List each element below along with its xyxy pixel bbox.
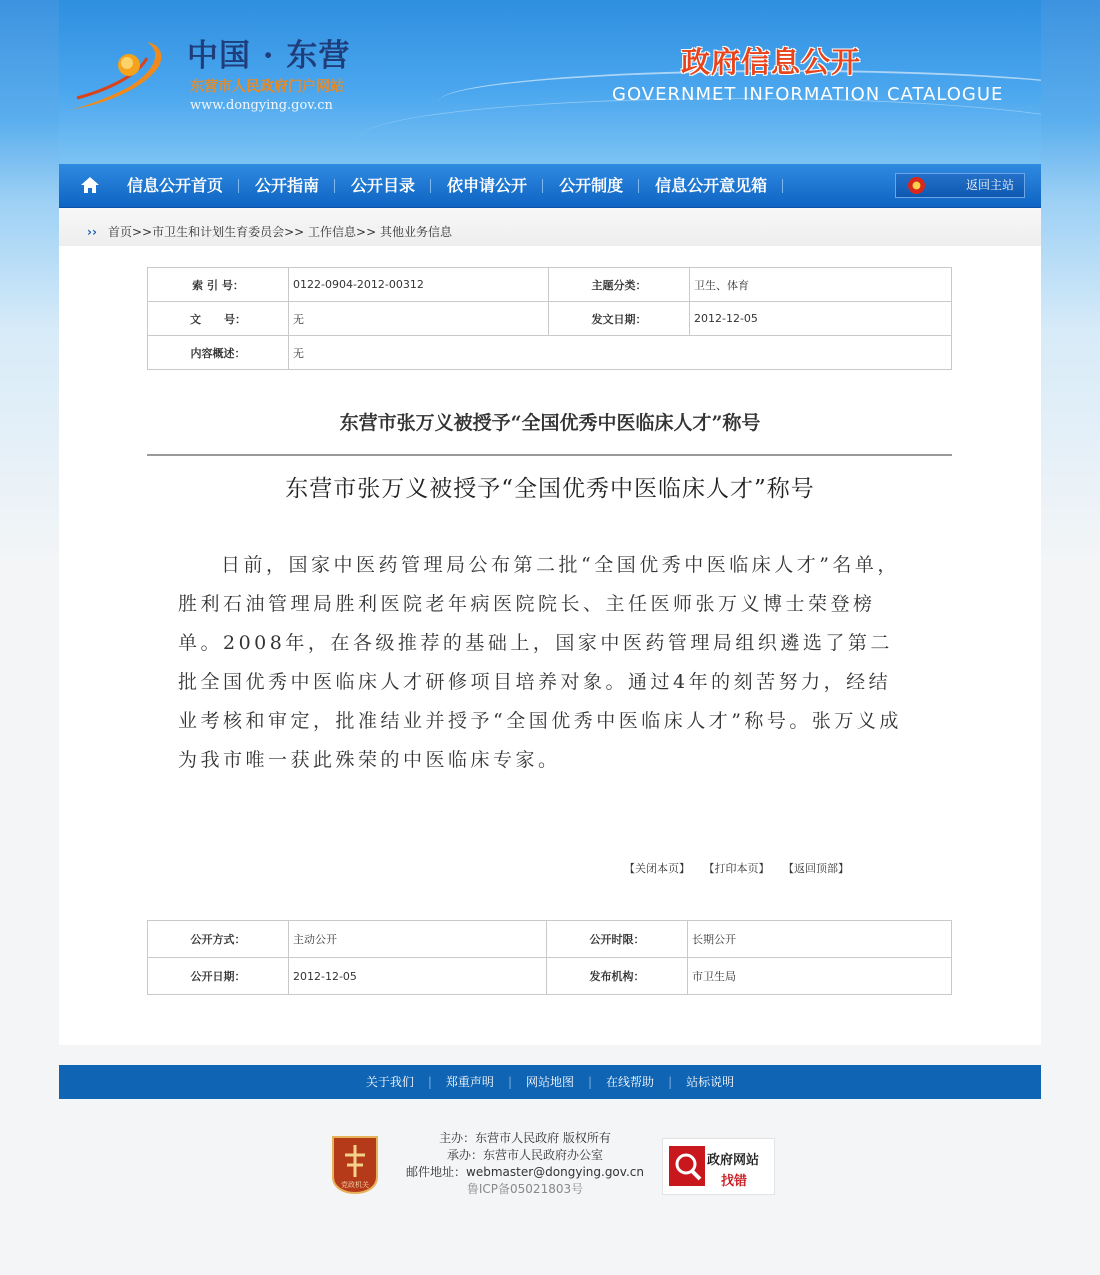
meta-value: 2012-12-05 — [289, 958, 547, 995]
separator: | — [427, 1075, 432, 1089]
footer-link-about[interactable]: 关于我们 — [365, 1075, 414, 1089]
article-heading: 东营市张万义被授予“全国优秀中医临床人才”称号 — [285, 476, 815, 502]
meta-label: 公开时限： — [547, 921, 688, 958]
footer-info — [400, 1130, 650, 1198]
national-emblem-icon — [908, 177, 925, 194]
meta-label: 公开方式： — [148, 921, 289, 958]
main-nav — [59, 164, 1041, 208]
nav-item-home[interactable] — [111, 164, 239, 207]
site-logo-icon[interactable] — [67, 38, 177, 114]
back-to-main-button[interactable] — [895, 173, 1025, 198]
article-body: 日前，国家中医药管理局公布第二批“全国优秀中医临床人才”名单，胜利石油管理局胜利医院老年病医院院长、主任医师张万义博士荣登榜单。2008年，在各级推荐的基础上，国家中医药管理局组织遴选了第二批全国优秀中医临床人才研修项目培养对象。通过4年的刻苦努力，经结业考核和审定，批准结业并授予“全国优秀中医临床人才”称号。张万义成为我市唯一获此殊荣的中医临床专家。 — [178, 554, 902, 771]
footer-icp[interactable]: 鲁ICP备05021803号 — [466, 1182, 584, 1196]
back-to-top-link[interactable]: 【返回顶部】 — [783, 862, 849, 875]
footer-link-statement[interactable]: 郑重声明 — [445, 1075, 494, 1089]
footer-links-bar — [59, 1065, 1041, 1099]
footer-link-logo-info[interactable]: 站标说明 — [686, 1075, 735, 1089]
meta-value: 无 — [289, 302, 549, 336]
report-error-badge[interactable] — [662, 1138, 775, 1195]
nav-item-label: 公开指南 — [255, 176, 320, 195]
meta-value: 无 — [289, 336, 952, 370]
section-subtitle: GOVERNMET INFORMATION CATALOGUE — [612, 84, 1004, 105]
meta-value: 0122-0904-2012-00312 — [289, 268, 549, 302]
meta-label: 发布机构： — [547, 958, 688, 995]
site-name: 中国 · 东营 — [187, 38, 351, 74]
nav-item-guide[interactable] — [239, 164, 335, 207]
footer-link-help[interactable]: 在线帮助 — [606, 1075, 655, 1089]
nav-item-feedback[interactable] — [639, 164, 783, 207]
home-icon[interactable] — [79, 174, 101, 196]
meta-label: 公开日期： — [148, 958, 289, 995]
article-title: 东营市张万义被授予“全国优秀中医临床人才”称号 — [339, 412, 761, 434]
party-gov-badge-icon[interactable] — [329, 1133, 381, 1195]
page-actions — [624, 860, 859, 876]
meta-value: 市卫生局 — [688, 958, 952, 995]
magnifier-icon — [669, 1146, 705, 1186]
meta-label: 发文日期： — [549, 302, 690, 336]
publication-meta-table — [147, 920, 952, 995]
meta-value: 卫生、体育 — [690, 268, 952, 302]
main-content — [59, 208, 1041, 1045]
breadcrumb — [59, 208, 1041, 246]
separator: | — [507, 1075, 512, 1089]
meta-label: 主题分类： — [549, 268, 690, 302]
nav-item-catalogue[interactable] — [335, 164, 431, 207]
breadcrumb-links[interactable]: 首页>>市卫生和计划生育委员会>> 工作信息>> 其他业务信息 — [108, 225, 452, 239]
nav-item-request[interactable] — [431, 164, 543, 207]
close-page-link[interactable]: 【关闭本页】 — [624, 862, 690, 875]
footer-sponsor: 主办：东营市人民政府 版权所有 — [439, 1131, 611, 1145]
meta-value: 长期公开 — [688, 921, 952, 958]
table-row — [148, 921, 952, 958]
meta-label: 文 号： — [148, 302, 289, 336]
meta-value: 主动公开 — [289, 921, 547, 958]
badge-text: 党政机关 — [341, 1181, 369, 1189]
nav-item-label: 信息公开首页 — [127, 176, 224, 195]
site-header — [59, 0, 1041, 164]
meta-value: 2012-12-05 — [690, 302, 952, 336]
nav-item-label: 公开目录 — [351, 176, 416, 195]
site-url: www.dongying.gov.cn — [190, 98, 333, 113]
table-row — [148, 336, 952, 370]
site-subtitle: 东营市人民政府门户网站 — [190, 79, 344, 95]
nav-item-rules[interactable] — [543, 164, 639, 207]
error-badge-title: 政府网站 — [707, 1153, 760, 1168]
table-row — [148, 958, 952, 995]
nav-item-label: 依申请公开 — [447, 176, 528, 195]
error-badge-sub: 找错 — [721, 1174, 748, 1189]
document-meta-table — [147, 267, 952, 370]
meta-label: 索 引 号： — [148, 268, 289, 302]
separator: | — [668, 1075, 673, 1089]
footer-organizer: 承办：东营市人民政府办公室 — [446, 1148, 603, 1162]
separator: | — [588, 1075, 593, 1089]
meta-label: 内容概述： — [148, 336, 289, 370]
nav-item-label: 公开制度 — [559, 176, 624, 195]
footer-email[interactable]: 邮件地址：webmaster@dongying.gov.cn — [406, 1165, 644, 1179]
print-page-link[interactable]: 【打印本页】 — [703, 862, 770, 875]
back-button-label: 返回主站 — [966, 178, 1015, 192]
table-row — [148, 302, 952, 336]
double-chevron-icon: ›› — [87, 225, 97, 239]
divider — [147, 454, 952, 456]
table-row — [148, 268, 952, 302]
nav-item-label: 信息公开意见箱 — [655, 176, 768, 195]
section-title: 政府信息公开 — [681, 45, 862, 79]
footer-link-sitemap[interactable]: 网站地图 — [525, 1075, 574, 1089]
